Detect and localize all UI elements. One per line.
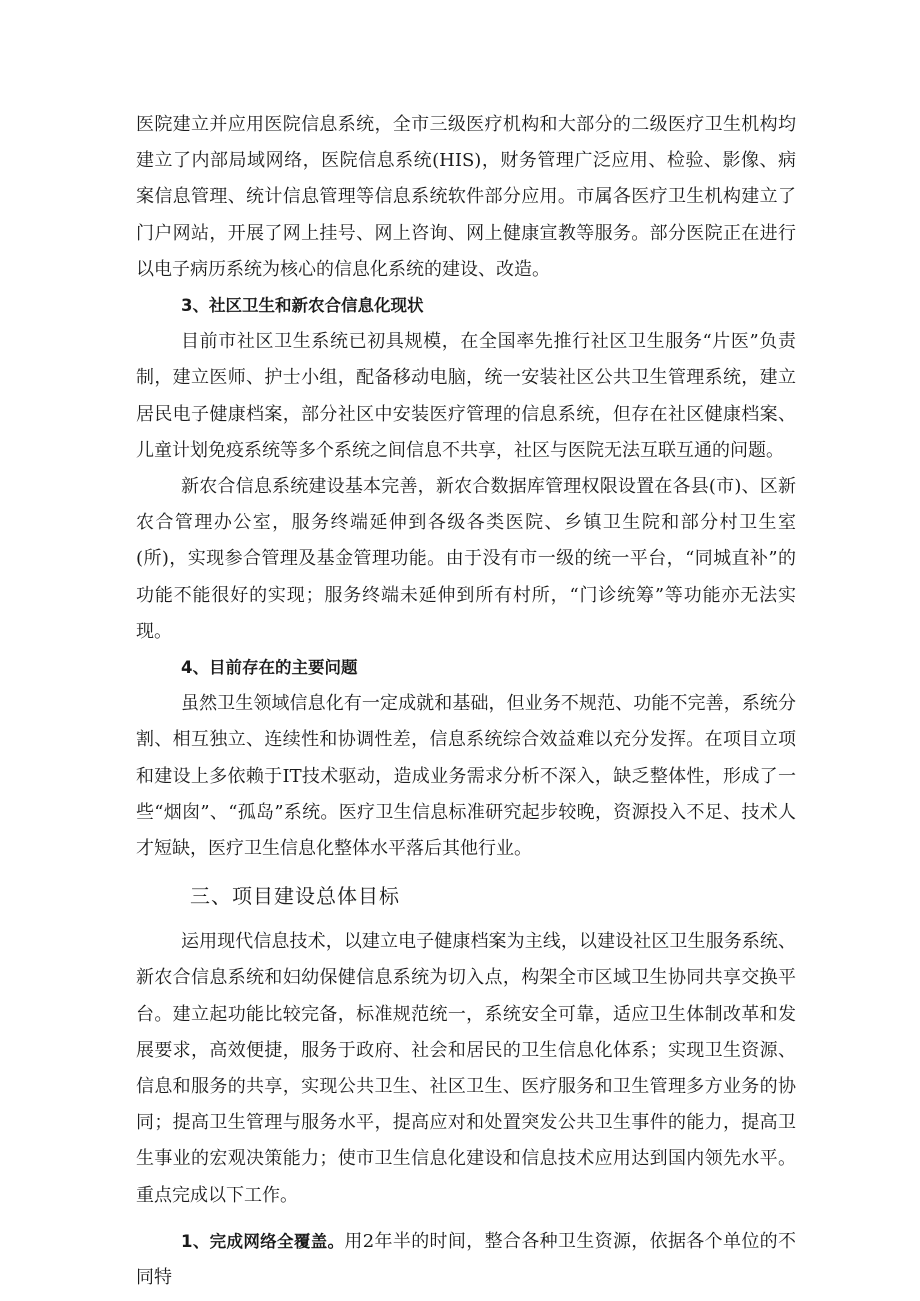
document-page <box>136 107 796 1296</box>
subheading-community-health: 3、社区卫生和新农合信息化现状 <box>181 296 424 316</box>
paragraph-hospital-info: 医院建立并应用医院信息系统，全市三级医疗机构和大部分的二级医疗卫生机构均建立了内部局域网络，医院信息系统(HIS)，财务管理广泛应用、检验、影像、病案信息管理、统计信息管理等信息系统软件部分应用。市属各医疗卫生机构建立了门户网站，开展了网上挂号、网上咨询、网上健康宣教等服务。部分医院正在进行以电子病历系统为核心的信息化系统的建设、改造。 <box>136 114 796 280</box>
section-title-overall-goals: 三、项目建设总体目标 <box>190 884 400 909</box>
paragraph-network-coverage <box>136 1224 796 1296</box>
paragraph-community-health: 目前市社区卫生系统已初具规模，在全国率先推行社区卫生服务“片医”负责制，建立医师、护士小组，配备移动电脑，统一安装社区公共卫生管理系统，建立居民电子健康档案，部分社区中安装医疗管理的信息系统，但存在社区健康档案、儿童计划免疫系统等多个系统之间信息不共享，社区与医院无法互联互通的问题。 <box>136 331 796 461</box>
paragraph-main-problems: 虽然卫生领域信息化有一定成就和基础，但业务不规范、功能不完善，系统分割、相互独立、连续性和协调性差，信息系统综合效益难以充分发挥。在项目立项和建设上多依赖于IT技术驱动，造成业务需求分析不深入，缺乏整体性，形成了一些“烟囱”、“孤岛”系统。医疗卫生信息标准研究起步较晚，资源投入不足、技术人才短缺，医疗卫生信息化整体水平落后其他行业。 <box>136 693 796 860</box>
subheading-main-problems: 4、目前存在的主要问题 <box>181 658 358 678</box>
paragraph-rural-cooperative: 新农合信息系统建设基本完善，新农合数据库管理权限设置在各县(市)、区新农合管理办公室，服务终端延伸到各级各类医院、乡镇卫生院和部分村卫生室(所)，实现参合管理及基金管理功能。由于没有市一级的统一平台，“同城直补”的功能不能很好的实现；服务终端未延伸到所有村所，“门诊统筹”等功能亦无法实现。 <box>136 476 796 642</box>
network-coverage-text: 用2年半的时间，整合各种卫生资源，依据各个单位的不同特 <box>136 1230 797 1289</box>
network-coverage-lead: 1、完成网络全覆盖。 <box>181 1231 345 1251</box>
paragraph-overall-goals: 运用现代信息技术，以建立电子健康档案为主线，以建设社区卫生服务系统、新农合信息系统和妇幼保健信息系统为切入点，构架全市区域卫生协同共享交换平台。建立起功能比较完备，标准规范统一，系统安全可靠，适应卫生体制改革和发展要求，高效便捷，服务于政府、社会和居民的卫生信息化体系；实现卫生资源、信息和服务的共享，实现公共卫生、社区卫生、医疗服务和卫生管理多方业务的协同；提高卫生管理与服务水平，提高应对和处置突发公共卫生事件的能力，提高卫生事业的宏观决策能力；使市卫生信息化建设和信息技术应用达到国内领先水平。重点完成以下工作。 <box>136 931 796 1206</box>
